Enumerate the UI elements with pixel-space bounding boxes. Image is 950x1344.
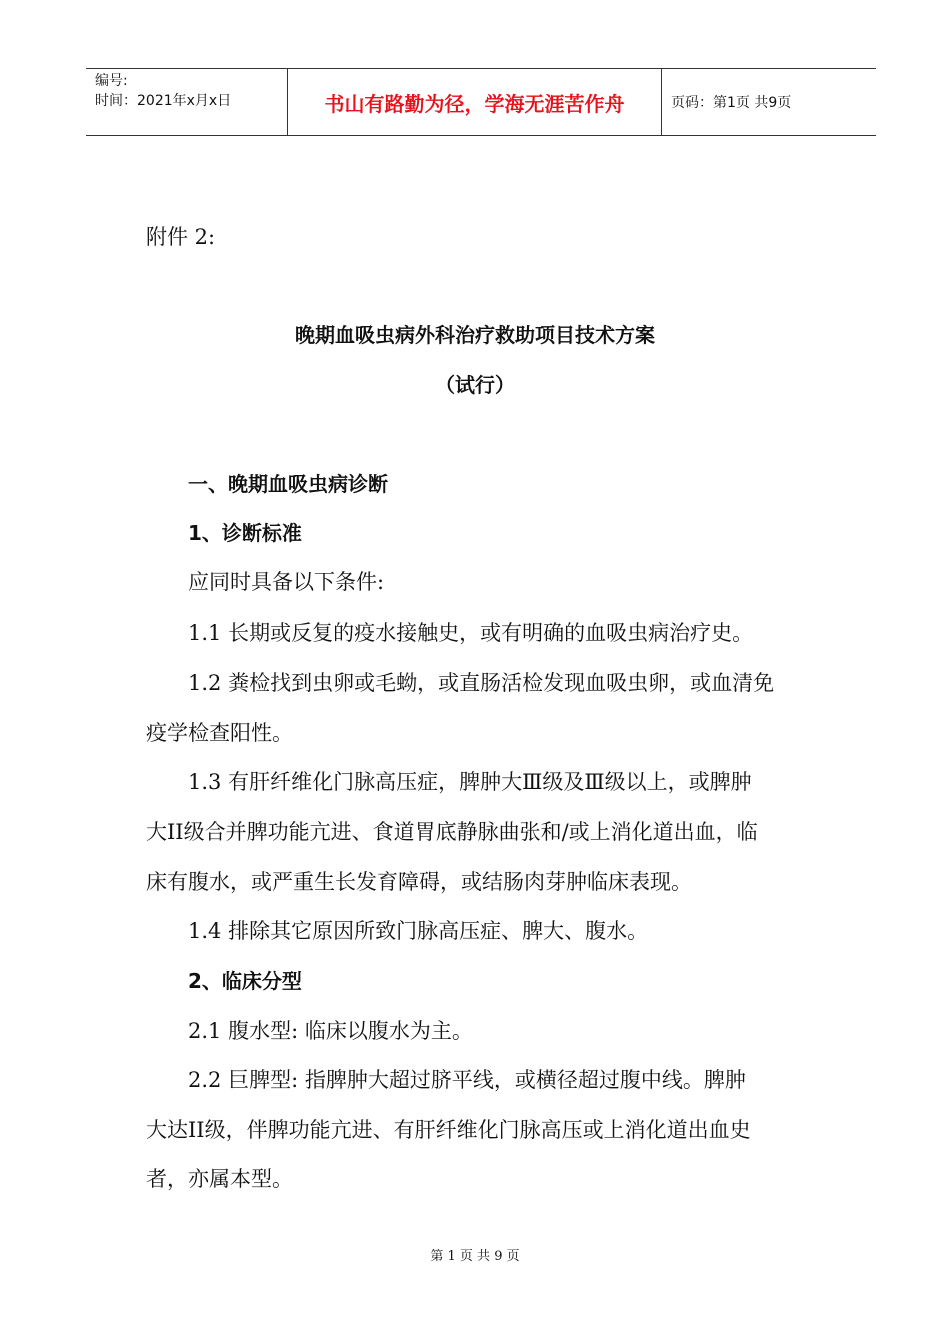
paragraph-1-2-line1: 1.2 粪检找到虫卵或毛蚴，或直肠活检发现血吸虫卵，或血清免 [188, 671, 775, 695]
subsection-heading-criteria: 1、诊断标准 [188, 521, 302, 545]
motto-cell [288, 69, 662, 135]
document-subtitle: （试行） [435, 373, 515, 397]
subsection-heading-types: 2、临床分型 [188, 969, 302, 993]
header-info-cell [86, 69, 288, 135]
paragraph-1-1: 1.1 长期或反复的疫水接触史，或有明确的血吸虫病治疗史。 [188, 621, 754, 645]
paragraph-1-3-line2: 大II级合并脾功能亢进、食道胃底静脉曲张和/或上消化道出血，临 [146, 820, 758, 844]
motto-text: 书山有路勤为径，学海无涯苦作舟 [324, 91, 625, 116]
page-footer: 第 1 页 共 9 页 [430, 1249, 520, 1264]
time-label: 时间：2021年x月x日 [95, 93, 232, 109]
page-number-label: 页码：第1页 共9页 [671, 95, 792, 111]
paragraph-2-1: 2.1 腹水型: 临床以腹水为主。 [188, 1019, 473, 1043]
paragraph-1-3-line3: 床有腹水，或严重生长发育障碍，或结肠肉芽肿临床表现。 [146, 870, 692, 894]
paragraph-2-2-line2: 大达II级，伴脾功能亢进、有肝纤维化门脉高压或上消化道出血史 [146, 1118, 751, 1142]
paragraph-2-2-line1: 2.2 巨脾型: 指脾肿大超过脐平线，或横径超过腹中线。脾肿 [188, 1068, 746, 1092]
paragraph-1-3-line1: 1.3 有肝纤维化门脉高压症，脾肿大Ⅲ级及Ⅲ级以上，或脾肿 [188, 770, 752, 794]
page-number-cell [662, 69, 876, 135]
document-title: 晚期血吸虫病外科治疗救助项目技术方案 [295, 323, 655, 347]
paragraph-2-2-line3: 者，亦属本型。 [146, 1167, 293, 1191]
paragraph-intro: 应同时具备以下条件: [188, 570, 385, 594]
paragraph-1-4: 1.4 排除其它原因所致门脉高压症、脾大、腹水。 [188, 919, 649, 943]
paragraph-1-2-line2: 疫学检查阳性。 [146, 721, 293, 745]
section-heading-diagnosis: 一、晚期血吸虫病诊断 [188, 472, 388, 496]
attachment-label: 附件 2: [146, 225, 216, 249]
header-table [86, 68, 876, 136]
number-label: 编号: [95, 73, 128, 89]
